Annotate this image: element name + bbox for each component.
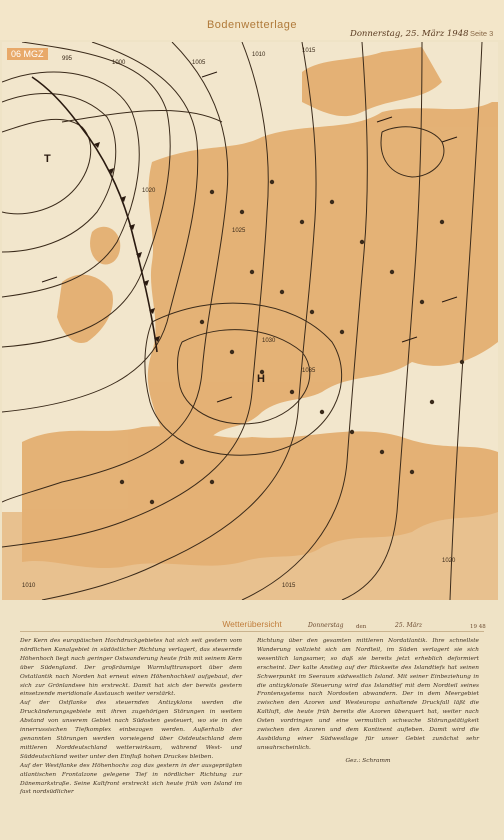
- page-title: Bodenwetterlage: [206, 19, 298, 31]
- isobar-label: 1010: [22, 583, 36, 589]
- isobar-label: 1020: [142, 188, 156, 194]
- overview-signature: Gez.: Schramm: [345, 757, 391, 764]
- isobar-label: 1020: [442, 558, 456, 564]
- isobar-label: 1010: [252, 52, 266, 58]
- header-date: Donnerstag, 25. März 1948: [350, 29, 469, 39]
- overview-title: Wetterübersicht: [222, 619, 282, 629]
- overview-column-right: [257, 637, 479, 766]
- isobar-label: 1025: [232, 228, 246, 234]
- overview-paragraph: Der Kern des europäischen Hochdruckgebietes hat sich seit gestern vom nördlichen Kanalgebiet in südöstlicher Richtung verlagert, das steuernde Höhenhoch liegt nach geringer Ostwanderung heute früh mit seinem Kern über Südengland. Der großräumige Warmlufttransport über dem Ostatlantik nach Norden hat erneut einen Höhenhochkeil aufgebaut, der sich zur Grönlandsee hin erstreckt. Damit hat sich der bereits gestern einsetzende meridionale Austausch weiter verstärkt.: [20, 638, 242, 698]
- overview-form-date: Donnerstag: [308, 622, 344, 629]
- isobar-label: 1000: [112, 60, 126, 66]
- isobar-label: 1005: [192, 60, 206, 66]
- overview-column-left: [20, 637, 242, 797]
- isobar-label: 995: [62, 56, 73, 62]
- weather-map: [2, 42, 498, 600]
- low-pressure-marker: T: [44, 153, 51, 165]
- high-pressure-marker: H: [257, 373, 265, 385]
- overview-form-den: den: [356, 624, 367, 630]
- overview-form-year: 19 48: [470, 624, 486, 630]
- isobar-label: 1030: [262, 338, 276, 344]
- isobar-label: 1035: [302, 368, 316, 374]
- overview-paragraph: Auf der Westflanke des Höhenhochs zog das gestern in der ausgeprägten atlantischen Frontalzone gelegene Tief in nördlicher Richtung zur Dänemarkstraße. Seine Kaltfront erstreckt sich heute früh von Island im fast nordsüdlicher: [20, 762, 242, 796]
- map-time-label: 06 MGZ: [7, 48, 48, 60]
- overview-divider: [20, 631, 484, 632]
- isobar-label: 1015: [302, 48, 316, 54]
- overview-paragraph: Auf der Ostflanke des steuernden Antizyklons werden die Druckänderungsgebiete mit ihren zugehörigen Störungen in weitem Abstand von unserem Gebiet nach Südosten gesteuert, wo sie in den innerrussischen Tiefkomplex einbezogen werden. Außerhalb der genannten Störungen werden vorwiegend über Ostdeutschland dem mittleren Norddeutschland wetterwirksam, während West- und Süddeutschland weiter unter den Einfluß hohen Druckes bleiben.: [20, 700, 242, 760]
- page-header: [0, 0, 504, 40]
- overview-form-day-month: 25. März: [395, 622, 423, 629]
- isobar-label: 1015: [282, 583, 296, 589]
- overview-paragraph: Richtung über den gesamten mittleren Nordatlantik. Ihre schnellste Wanderung vollzieht sich am Nordteil, im Süden verlagert sie sich wesentlich langsamer, so daß sie bereits jetzt erheblich deformiert erscheint. Der kalte Anstieg auf der Rückseite des Islandtiefs hat seinen Schwerpunkt im Seeraum südwestlich Island. Mit seiner Einbeziehung in die antizyklonale Steuerung wird das Islandtief mit dem Nordteil seines Frontensystems nach Nordosten abwandern. Der in dem Meergebiet zwischen den Azoren und Westeuropa anhaltende Druckfall läßt die Kaltluft, die heute früh bereits die Azoren überquert hat, weiter nach Osten vordringen und eine vermutlich schwache Störungstätigkeit zwischen den Azoren und dem Kontinent aufleben. Damit wird die Ausbildung einer Südwestlage für unser Gebiet zunächst sehr unwahrscheinlich.: [257, 638, 479, 751]
- page-number: Seite 3: [470, 29, 494, 38]
